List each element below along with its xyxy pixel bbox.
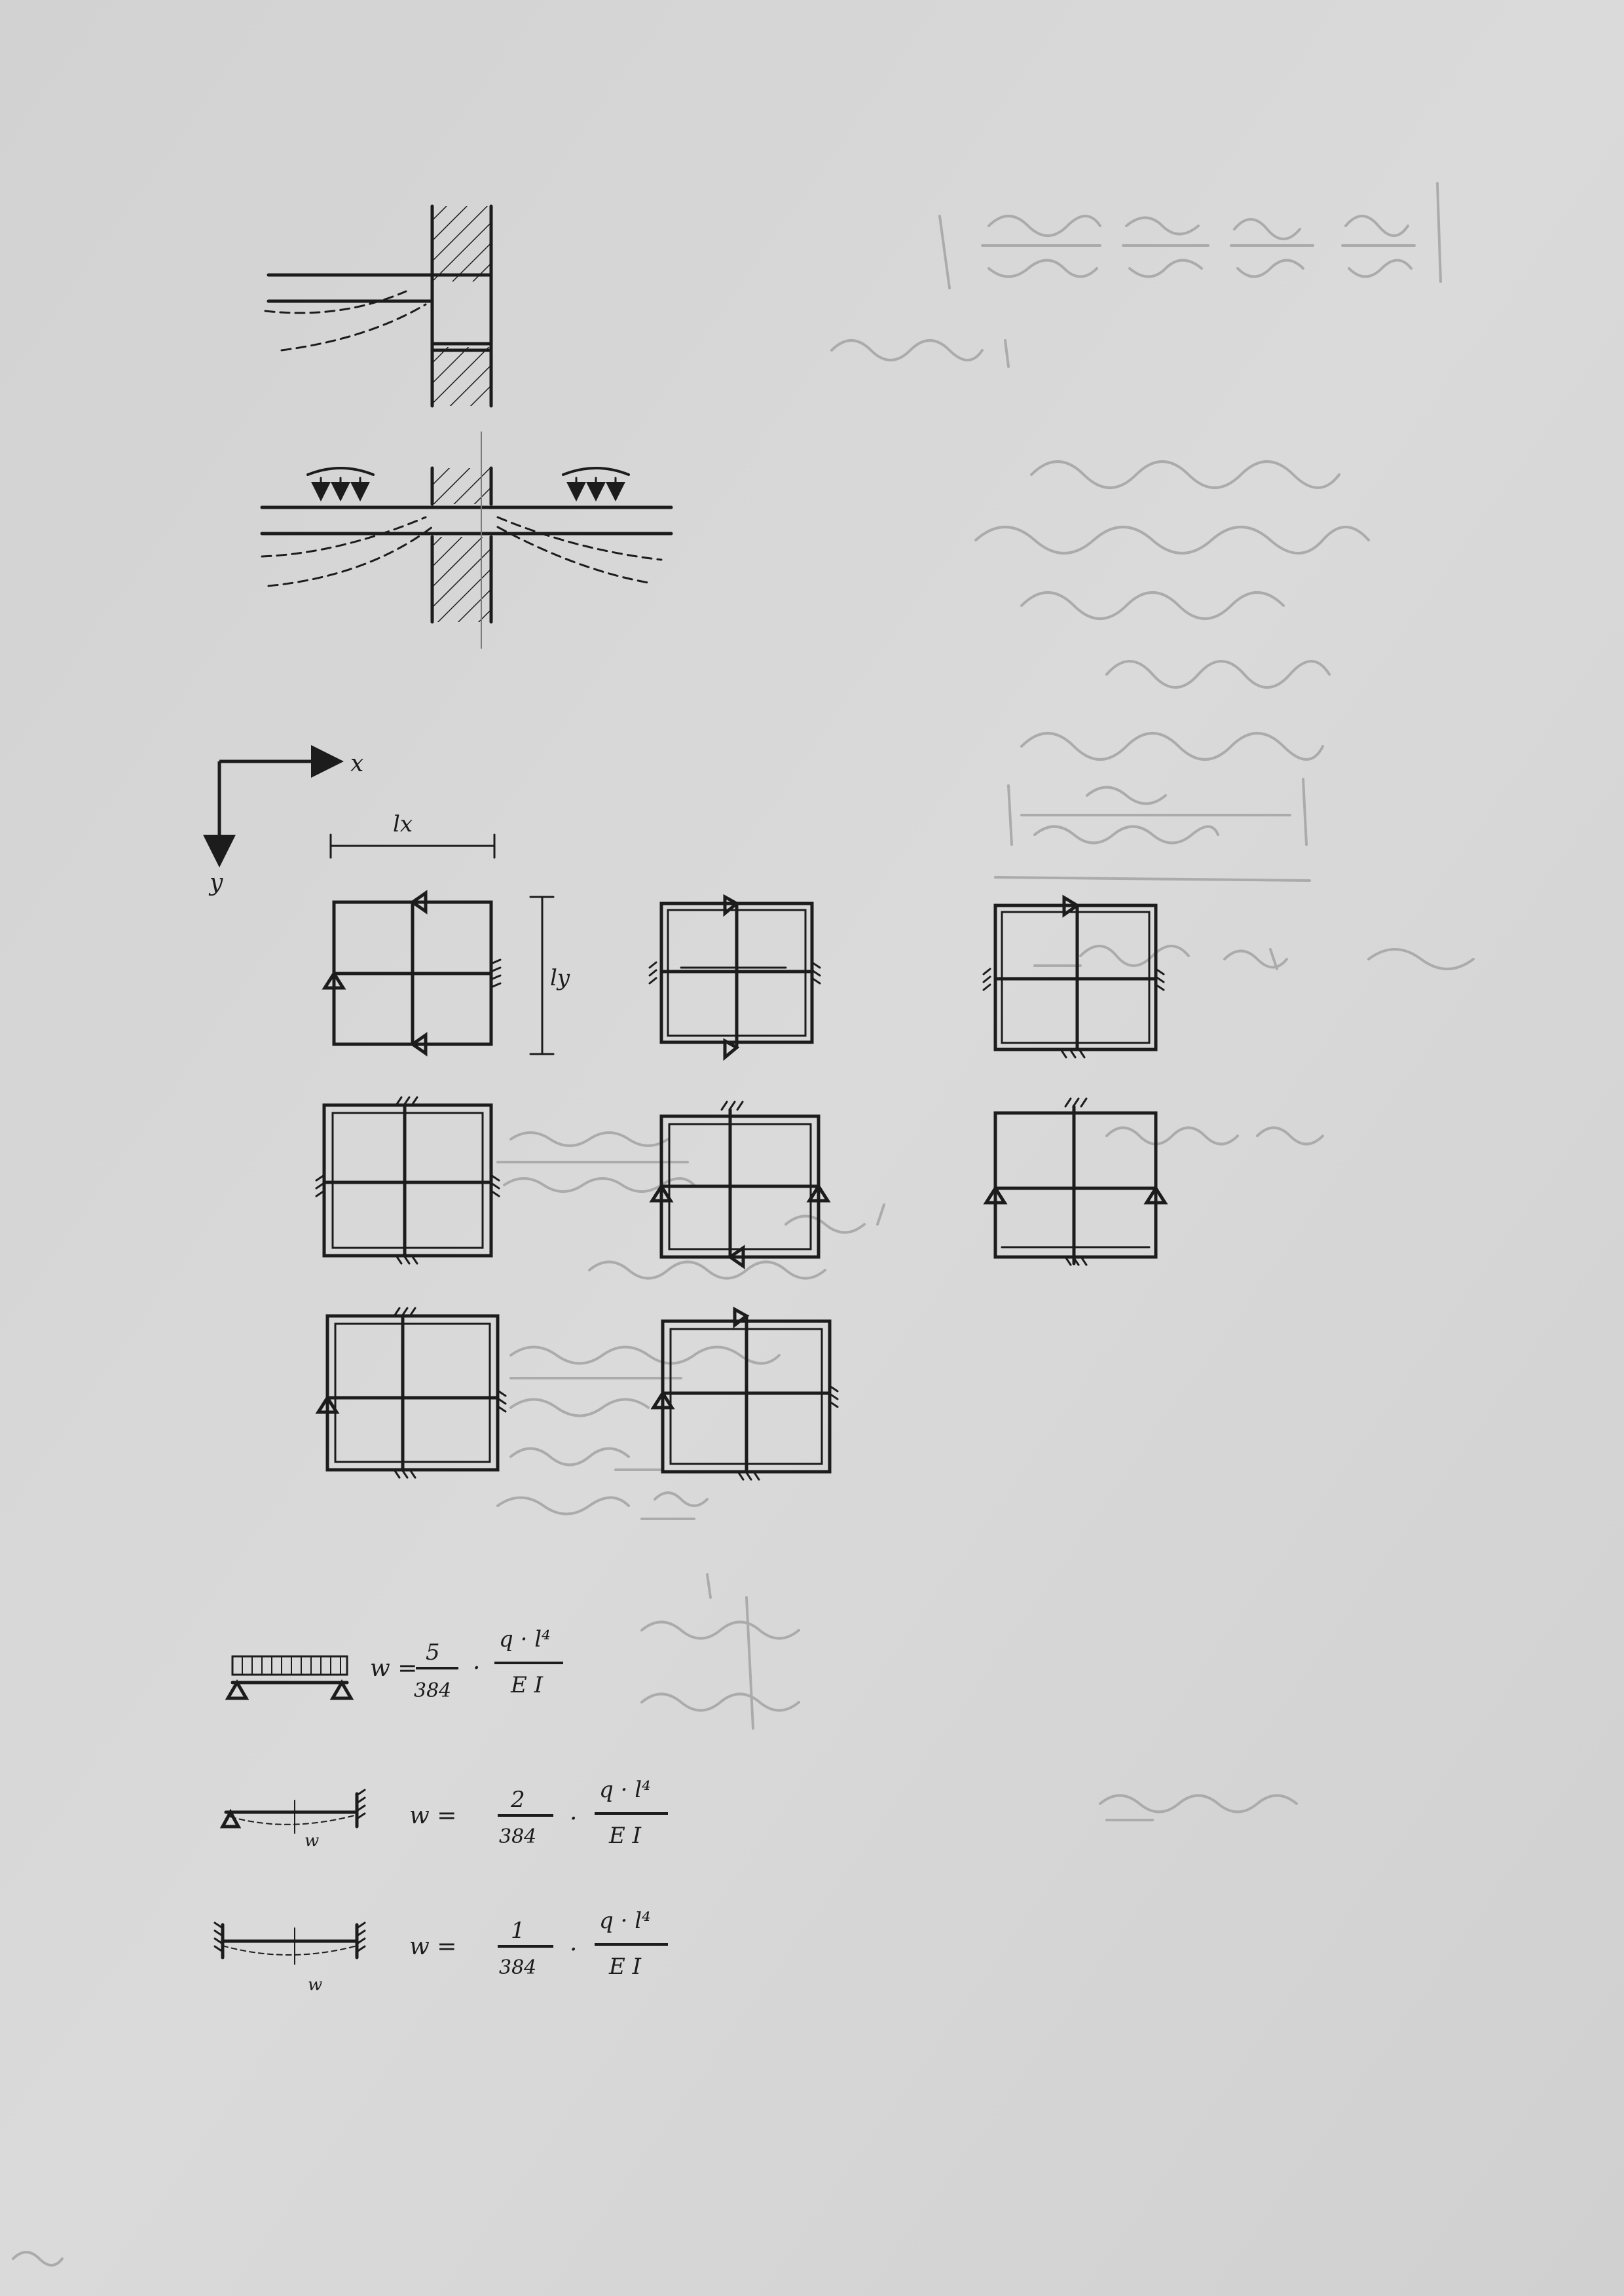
formula-coef-num: 2 [511,1787,525,1813]
y-axis-label: y [210,869,223,896]
formula-dot: · [570,1806,578,1832]
formula-coef-den: 384 [499,1956,537,1979]
deflection-marker: w [308,1975,323,1995]
lower-wall-hatch [432,537,491,622]
formula-load-num: q · l⁴ [599,1908,651,1934]
formula-coef-num: 5 [426,1639,440,1666]
formula-lhs: w = [409,1802,457,1829]
formula-load-num: q · l⁴ [499,1626,551,1652]
formula-dot: · [570,1937,578,1963]
formula-lhs: w = [409,1933,457,1960]
lower-wall-hatch [432,347,491,406]
formula-coef-den: 384 [414,1679,452,1702]
ly-label: ly [550,965,570,991]
deflection-marker: w [304,1831,320,1851]
formula-lhs: w = [370,1655,418,1682]
upper-wall-hatch [432,468,491,504]
formula-load-num: q · l⁴ [599,1777,651,1803]
formula-load-den: E I [511,1672,544,1698]
formula-load-den: E I [609,1954,642,1980]
formula-load-den: E I [609,1823,642,1849]
lx-label: lx [393,811,413,837]
formula-coef-num: 1 [511,1918,525,1944]
upper-wall-hatch [432,206,491,282]
formula-coef-den: 384 [499,1825,537,1848]
formula-dot: · [473,1655,481,1682]
x-axis-label: x [350,750,364,777]
